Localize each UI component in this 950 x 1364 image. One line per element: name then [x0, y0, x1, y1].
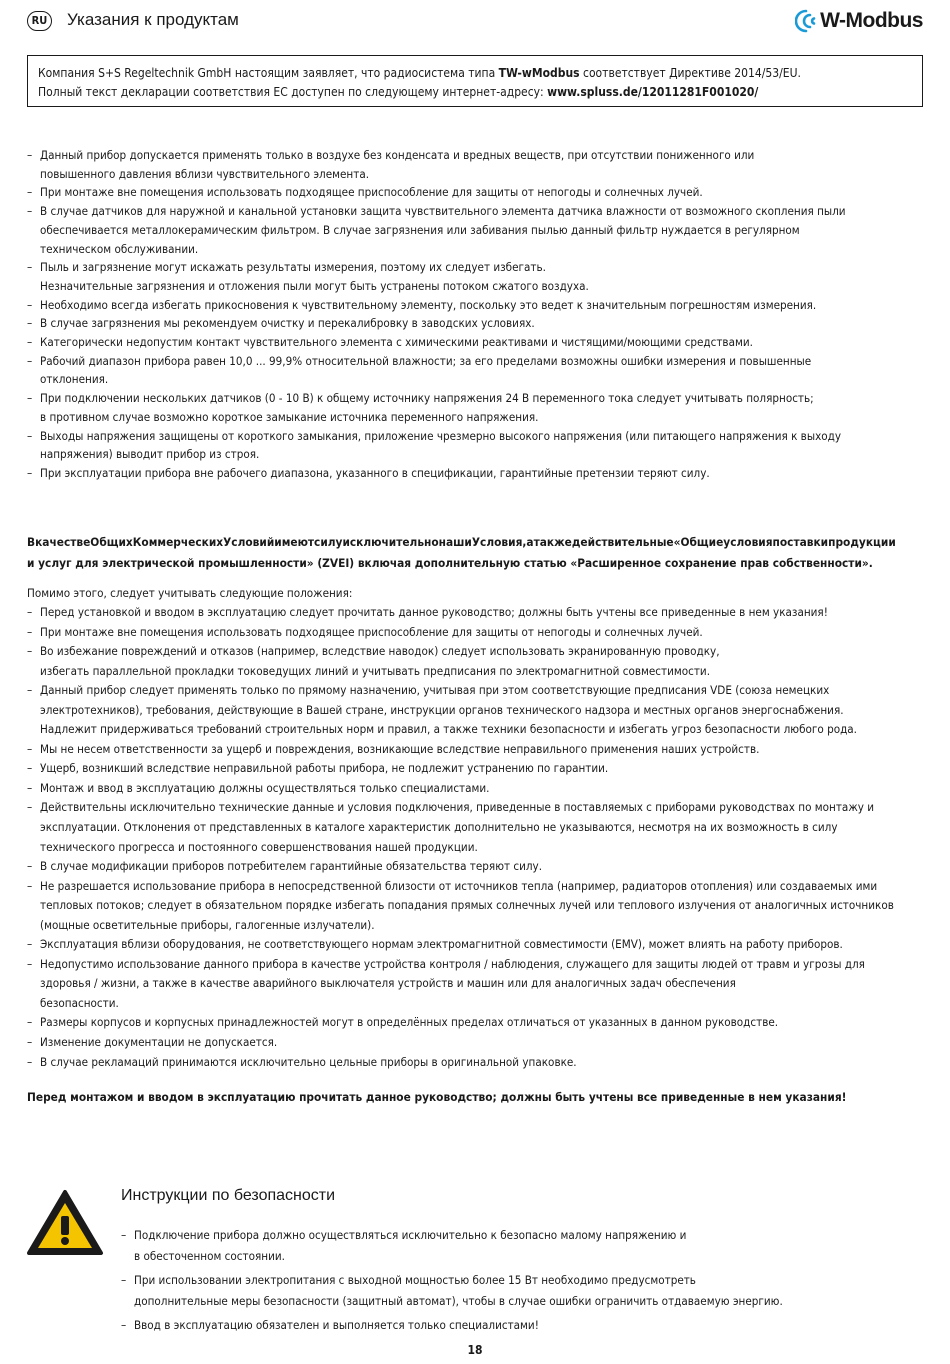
declaration-url: www.spluss.de/12011281F001020/ — [547, 84, 759, 99]
brand-name: W-Modbus — [820, 9, 923, 32]
list-item: – В случае датчиков для наружной и канальной установки защита чувствительного элемента датчика влажности от возможного скопления пыли обеспечивается металлокерамическим фильтром. В случае загрязнения или забивания пылью данный фильтр нуждается в регулярном техническом обслуживании. — [27, 202, 927, 258]
list-item: – Размеры корпусов и корпусных принадлежностей могут в определённых пределах отличаться от указанных в данном руководстве. — [27, 1013, 927, 1033]
general-intro: Помимо этого, следует учитывать следующие положения: — [27, 586, 353, 600]
page-number: 18 — [467, 1343, 483, 1357]
safety-list — [121, 1225, 911, 1339]
list-item: – Категорически недопустим контакт чувствительного элемента с химическими реактивами и чистящими/моющими средствами. — [27, 333, 927, 352]
list-item: – Подключение прибора должно осуществляться исключительно к безопасно малому напряжению и в обесточенном состоянии. — [121, 1225, 911, 1267]
general-notes-list — [27, 603, 927, 1072]
safety-title: Инструкции по безопасности — [121, 1187, 336, 1204]
list-item: – Мы не несем ответственности за ущерб и повреждения, возникающие вследствие неправильного применения наших устройств. — [27, 740, 927, 760]
declaration-line-1: Компания S+S Regeltechnik GmbH настоящим заявляет, что радиосистема типа TW-wModbus соответствует Директиве 2014/53/EU. — [38, 66, 801, 80]
final-warning: Перед монтажом и вводом в эксплуатацию прочитать данное руководство; должны быть учтены все приведенные в нем указания! — [27, 1090, 847, 1104]
list-item: – Действительны исключительно технические данные и условия подключения, приведенные в поставляемых с приборами руководствах по монтажу и эксплуатации. Отклонения от представленных в каталоге характеристик дополнительно не указываются, несмотря на их возможность в силу технического прогресса и постоянного совершенствования нашей продукции. — [27, 798, 927, 857]
language-badge: RU — [27, 11, 52, 31]
list-item: – Пыль и загрязнение могут искажать результаты измерения, поэтому их следует избегать. Незначительные загрязнения и отложения пыли могут быть устранены потоком сжатого воздуха. — [27, 258, 927, 295]
page-header — [27, 8, 923, 38]
list-item: – В случае рекламаций принимаются исключительно цельные приборы в оригинальной упаковке. — [27, 1053, 927, 1073]
list-item: – При монтаже вне помещения использовать подходящее приспособление для защиты от непогоды и солнечных лучей. — [27, 183, 927, 202]
product-notes-list — [27, 146, 927, 483]
list-item: – При эксплуатации прибора вне рабочего диапазона, указанного в спецификации, гарантийные претензии теряют силу. — [27, 464, 927, 483]
list-item: – Эксплуатация вблизи оборудования, не соответствующего нормам электромагнитной совместимости (EMV), может влиять на работу приборов. — [27, 935, 927, 955]
terms-paragraph: ВкачествеОбщихКоммерческихУсловийимеютсилуисключительнонашиУсловия,атакжедействительные«Общиеусловияпоставкипродукции и услуг для электрической промышленности» (ZVEI) включая дополнительную статью «Расширенное сохранение прав собственности». — [27, 535, 896, 570]
list-item: – Данный прибор допускается применять только в воздухе без конденсата и вредных веществ, при отсутствии пониженного или повышенного давления вблизи чувствительного элемента. — [27, 146, 927, 183]
list-item: – Изменение документации не допускается. — [27, 1033, 927, 1053]
list-item: – В случае загрязнения мы рекомендуем очистку и перекалибровку в заводских условиях. — [27, 314, 927, 333]
list-item: – При подключении нескольких датчиков (0 - 10 В) к общему источнику напряжения 24 В переменного тока следует учитывать полярность; в противном случае возможно короткое замыкание источника переменного напряжения. — [27, 389, 927, 426]
list-item: – Выходы напряжения защищены от короткого замыкания, приложение чрезмерно высокого напряжения (или питающего напряжения к выходу напряжения) выводит прибор из строя. — [27, 427, 927, 464]
conformity-declaration — [27, 55, 923, 107]
list-item: – Данный прибор следует применять только по прямому назначению, учитывая при этом соответствующие предписания VDE (союза немецких электротехников), требования, действующие в Вашей стране, инструкции органов технического надзора и местных органов энергоснабжения. Надлежит придерживаться требований строительных норм и правил, а также техники безопасности и избегать угроз безопасности любого рода. — [27, 681, 927, 740]
list-item: – При использовании электропитания с выходной мощностью более 15 Вт необходимо предусмотреть дополнительные меры безопасности (защитный автомат), чтобы в случае ошибки ограничить отдаваемую энергию. — [121, 1270, 911, 1312]
list-item: – Необходимо всегда избегать прикосновения к чувствительному элементу, поскольку это ведет к значительным погрешностям измерения. — [27, 296, 927, 315]
list-item: – При монтаже вне помещения использовать подходящее приспособление для защиты от непогоды и солнечных лучей. — [27, 623, 927, 643]
wireless-signal-icon — [795, 9, 817, 33]
page-title: Указания к продуктам — [67, 10, 239, 29]
list-item: – Не разрешается использование прибора в непосредственной близости от источников тепла (например, радиаторов отопления) или создаваемых ими тепловых потоков; следует в обязательном порядке избегать попадания прямых солнечных лучей или теплового излучения от аналогичных источников (мощные осветительные приборы, галогенные излучатели). — [27, 877, 927, 936]
list-item: – Монтаж и ввод в эксплуатацию должны осуществляться только специалистами. — [27, 779, 927, 799]
list-item: – Во избежание повреждений и отказов (например, вследствие наводок) следует использовать экранированную проводку, избегать параллельной прокладки токоведущих линий и учитывать предписания по электромагнитной совместимости. — [27, 642, 927, 681]
list-item: – В случае модификации приборов потребителем гарантийные обязательства теряют силу. — [27, 857, 927, 877]
list-item: – Перед установкой и вводом в эксплуатацию следует прочитать данное руководство; должны быть учтены все приведенные в нем указания! — [27, 603, 927, 623]
list-item: – Ввод в эксплуатацию обязателен и выполняется только специалистами! — [121, 1315, 911, 1336]
warning-triangle-icon — [26, 1189, 104, 1257]
list-item: – Недопустимо использование данного прибора в качестве устройства контроля / наблюдения, служащего для защиты людей от травм и угрозы для здоровья / жизни, а также в качестве аварийного выключателя устройств и машин или для аналогичных задач обеспечения безопасности. — [27, 955, 927, 1014]
list-item: – Ущерб, возникший вследствие неправильной работы прибора, не подлежит устранению по гарантии. — [27, 759, 927, 779]
list-item: – Рабочий диапазон прибора равен 10,0 ... 99,9% относительной влажности; за его пределами возможны ошибки измерения и повышенные отклонения. — [27, 352, 927, 389]
brand-logo — [795, 8, 923, 34]
declaration-line-2: Полный текст декларации соответствия ЕС доступен по следующему интернет-адресу: www.spluss.de/12011281F001020/ — [38, 84, 759, 99]
